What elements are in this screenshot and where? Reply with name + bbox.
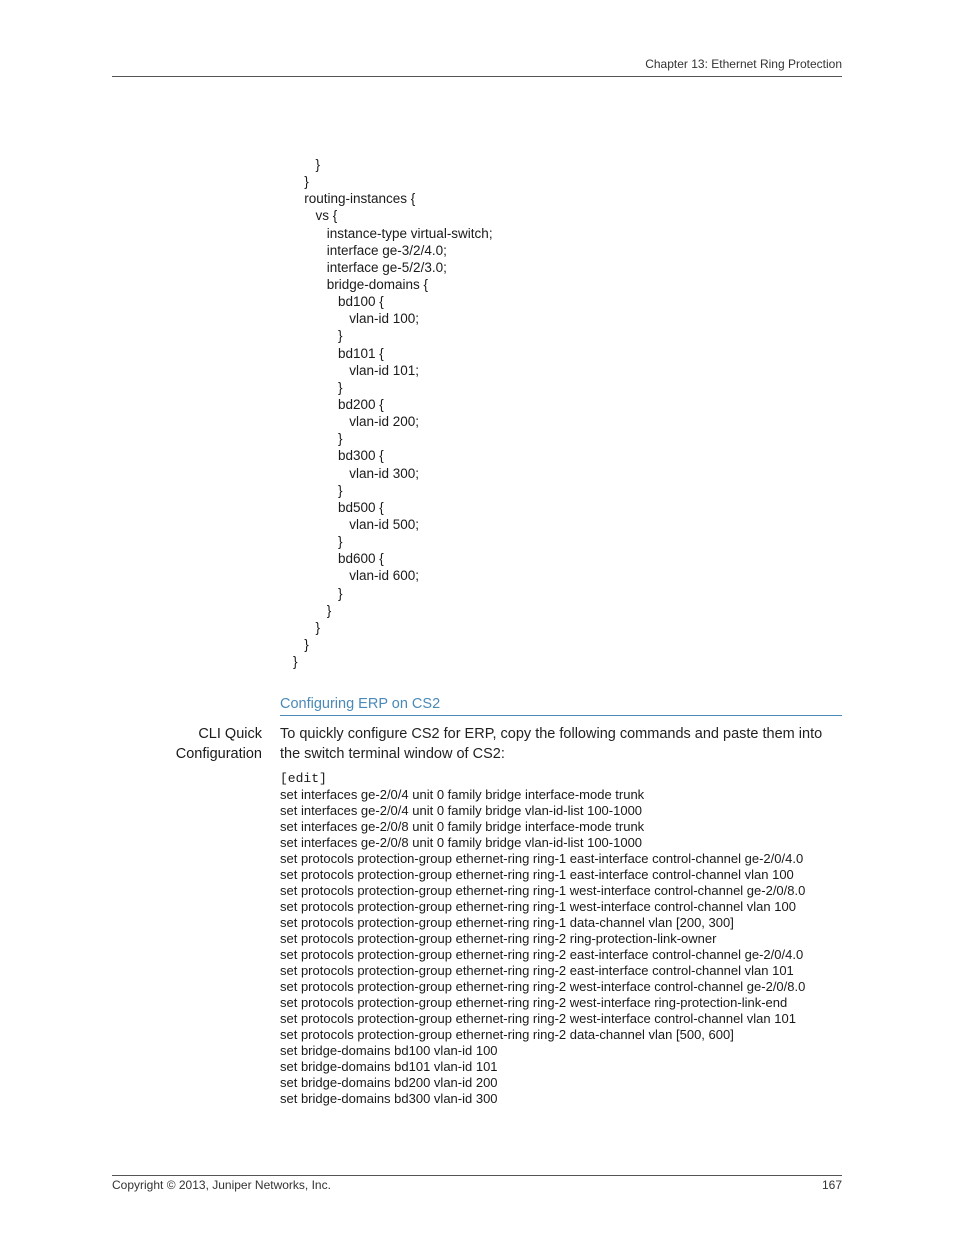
- code-line: }: [293, 379, 343, 395]
- command-line: set protocols protection-group ethernet-ring ring-2 data-channel vlan [500, 600]: [280, 1027, 734, 1042]
- code-line: vlan-id 300;: [293, 465, 420, 481]
- command-line: set protocols protection-group ethernet-ring ring-2 west-interface control-channel ge-2/0/8.0: [280, 979, 806, 994]
- header-divider: [112, 76, 842, 77]
- command-line: set protocols protection-group ethernet-ring ring-1 west-interface control-channel ge-2/0/8.0: [280, 883, 806, 898]
- code-line: bd300 {: [293, 448, 384, 464]
- code-line: vlan-id 600;: [293, 568, 420, 584]
- command-line: set protocols protection-group ethernet-ring ring-1 data-channel vlan [200, 300]: [280, 915, 734, 930]
- page-number: 167: [821, 1178, 842, 1192]
- code-line: bridge-domains {: [293, 276, 429, 292]
- cli-quick-configuration-label: [176, 725, 262, 764]
- code-line: }: [293, 482, 343, 498]
- code-line: bd101 {: [293, 345, 384, 361]
- chapter-title: Chapter 13: Ethernet Ring Protection: [645, 57, 842, 71]
- side-label-line: Configuration: [175, 745, 262, 762]
- section-heading: Configuring ERP on CS2: [280, 696, 441, 712]
- edit-marker: [edit]: [280, 771, 327, 786]
- configuration-code-block: [293, 156, 493, 670]
- command-line: set interfaces ge-2/0/4 unit 0 family bridge vlan-id-list 100-1000: [280, 803, 643, 818]
- code-line: interface ge-5/2/3.0;: [293, 259, 447, 275]
- footer-divider: [112, 1175, 842, 1176]
- command-line: set interfaces ge-2/0/8 unit 0 family bridge vlan-id-list 100-1000: [280, 835, 643, 850]
- side-label-line: CLI Quick: [198, 726, 262, 742]
- command-line: set protocols protection-group ethernet-ring ring-1 east-interface control-channel vlan 100: [280, 867, 794, 882]
- command-line: set protocols protection-group ethernet-ring ring-2 east-interface control-channel ge-2/0/4.0: [280, 947, 804, 962]
- command-line: set protocols protection-group ethernet-ring ring-2 west-interface control-channel vlan 101: [280, 1011, 796, 1026]
- code-line: interface ge-3/2/4.0;: [293, 242, 447, 258]
- code-line: vlan-id 500;: [293, 516, 420, 532]
- code-line: }: [293, 157, 321, 172]
- command-line: set bridge-domains bd100 vlan-id 100: [280, 1043, 498, 1058]
- command-line: set bridge-domains bd200 vlan-id 200: [280, 1075, 498, 1090]
- command-line: set interfaces ge-2/0/8 unit 0 family bridge interface-mode trunk: [280, 819, 645, 834]
- code-line: }: [293, 636, 309, 652]
- command-line: set protocols protection-group ethernet-ring ring-1 west-interface control-channel vlan 100: [280, 899, 796, 914]
- code-line: }: [293, 174, 309, 190]
- code-line: bd600 {: [293, 551, 384, 567]
- code-line: vs {: [293, 208, 338, 224]
- intro-paragraph: To quickly configure CS2 for ERP, copy the following commands and paste them into the switch terminal window of CS2:: [280, 726, 823, 762]
- code-line: bd200 {: [293, 396, 384, 412]
- code-line: vlan-id 101;: [293, 362, 420, 378]
- code-line: }: [293, 328, 343, 344]
- copyright-text: Copyright © 2013, Juniper Networks, Inc.: [112, 1178, 331, 1192]
- code-line: vlan-id 200;: [293, 414, 420, 430]
- command-line: set protocols protection-group ethernet-ring ring-2 west-interface ring-protection-link-end: [280, 995, 788, 1010]
- code-line: }: [293, 619, 321, 635]
- code-line: }: [293, 654, 298, 670]
- command-line: set protocols protection-group ethernet-ring ring-2 east-interface control-channel vlan 101: [280, 963, 794, 978]
- code-line: bd100 {: [293, 294, 384, 310]
- code-line: }: [293, 602, 332, 618]
- cli-commands-block: [280, 771, 805, 1107]
- command-line: set bridge-domains bd101 vlan-id 101: [280, 1059, 498, 1074]
- code-line: }: [293, 431, 343, 447]
- code-line: bd500 {: [293, 499, 384, 515]
- code-line: vlan-id 100;: [293, 311, 420, 327]
- command-line: set protocols protection-group ethernet-ring ring-2 ring-protection-link-owner: [280, 931, 717, 946]
- code-line: routing-instances {: [293, 191, 416, 207]
- code-line: }: [293, 585, 343, 601]
- code-line: }: [293, 534, 343, 550]
- code-line: instance-type virtual-switch;: [293, 225, 493, 241]
- command-line: set interfaces ge-2/0/4 unit 0 family bridge interface-mode trunk: [280, 787, 645, 802]
- section-divider: [280, 715, 842, 716]
- command-line: set protocols protection-group ethernet-ring ring-1 east-interface control-channel ge-2/0/4.0: [280, 851, 804, 866]
- command-line: set bridge-domains bd300 vlan-id 300: [280, 1091, 498, 1106]
